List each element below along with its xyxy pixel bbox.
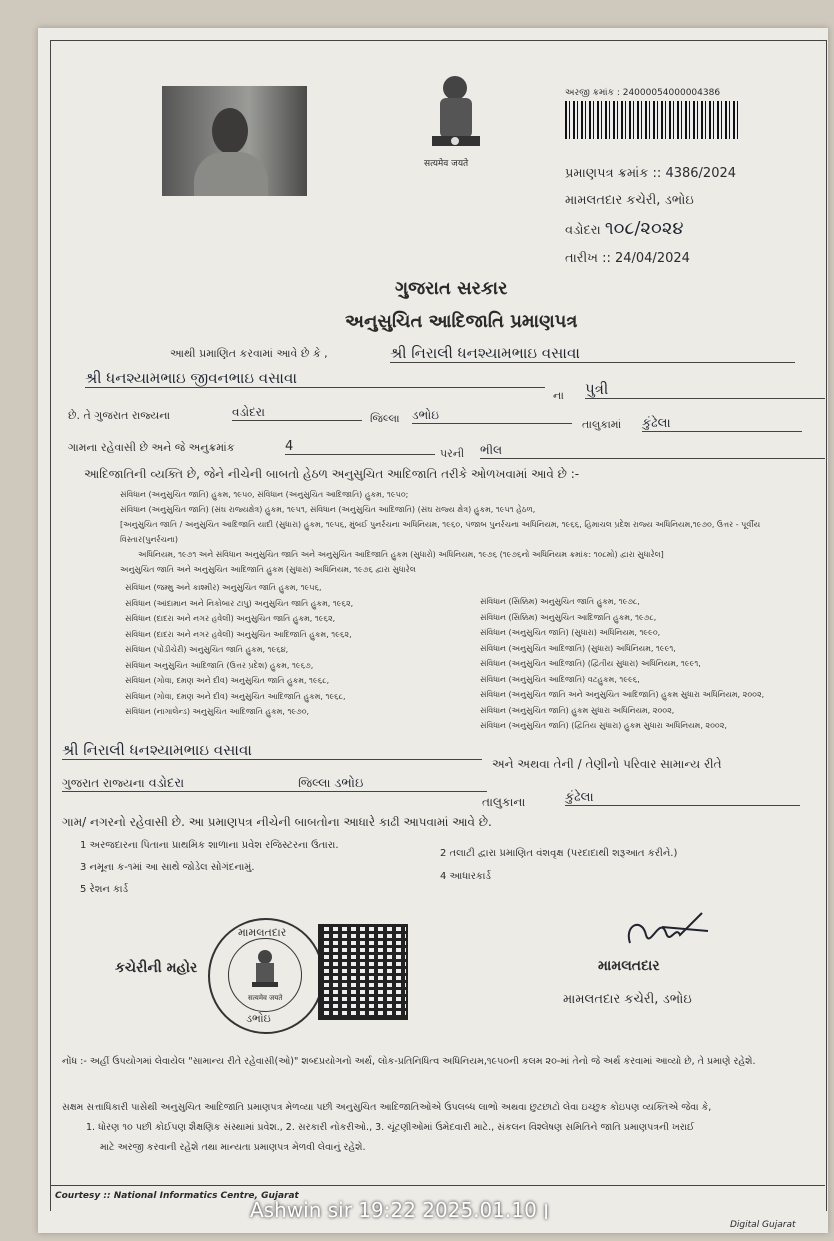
taluka-label: તાલુકામાં (582, 418, 622, 431)
taluka-value: ડભોઇ (412, 408, 572, 424)
document-item: 4 આધારકાર્ડ (440, 871, 491, 882)
recognition-text: આદિજાતિની વ્યક્તિ છે, જેને નીચેની બાબતો હેઠળ અનુસુચિત આદિજાતિ તરીકે ઓળખવામાં આવે છે :- (84, 467, 580, 481)
barcode (565, 101, 740, 139)
note-residence-definition: નોંધ :- અહીં ઉપયોગમાં લેવાયેલ "સામાન્ય રીતે રહેવાસી(ઓ)" શબ્દપ્રયોગનો અર્થ, લોક-પ્રતિનિધિત્વ અધિનિયમ,૧૯૫૦ની કલમ ૨૦-માં તેનો જે અર્થ કરવામાં આવ્યો છે, તે પ્રમાણે રહેશે. (62, 1056, 756, 1067)
footer-rule (50, 1185, 825, 1186)
application-number: અરજી ક્રમાંક : 24000054000004386 (565, 88, 721, 98)
act-item: સંવિધાન (અનુસુચિત આદિજાતિ) (સુધારા) અધિનિયમ, ૧૯૯૧, (480, 643, 676, 653)
issuing-office-line: મામલતદાર કચેરી, ડભોઇ (565, 193, 694, 208)
certificate-number: પ્રમાણપત્ર ક્રમાંક :: 4386/2024 (565, 166, 737, 181)
office-seal-label: કચેરીની મહોર (115, 960, 198, 976)
district-label: જિલ્લા (370, 412, 400, 425)
act-item: સંવિધાન (સિક્કિમ) અનુસુચિત આદિજાતિ હુકમ, ૧૯૭૮, (480, 612, 657, 622)
basis-text: ગામ/ નગરનો રહેવાસી છે. આ પ્રમાણપત્ર નીચેની બાબતોના આધારે કાઢી આપવામાં આવે છે. (62, 815, 492, 829)
document-item: 5 રેશન કાર્ડ (80, 884, 129, 895)
act-item: સંવિધાન (અનુસુચિત આદિજાતિ) (દ્વિતીય સુધારા) અધિનિયમ, ૧૯૯૧, (480, 659, 701, 668)
act-item: સંવિધાન (અનુસુચિત આદિજાતિ) વટહુકમ, ૧૯૯૬, (480, 674, 640, 684)
act-item: સંવિધાન અનુસુચિત આદિજાતિ (ઉત્તર પ્રદેશ) હુકમ, ૧૯૬૭, (125, 660, 314, 670)
intro-text: આથી પ્રમાણિત કરવામાં આવે છે કે , (170, 347, 328, 360)
seal-emblem-icon (248, 948, 282, 994)
person-name: શ્રી નિરાલી ધનશ્યામભાઇ વસાવા (390, 344, 795, 363)
act-line: સંવિધાન (અનુસુચિત જાતિ) હુકમ, ૧૯૫૦, સંવિધાન (અનુસુચિત આદિજાતિ) હુકમ, ૧૯૫૦; (120, 490, 409, 499)
verification-qr-code (318, 924, 408, 1020)
state-text: છે. તે ગુજરાત રાજ્યના (68, 409, 171, 422)
act-item: સંવિધાન (અનુસુચિત જાતિ) હુકમ સુધારા અધિનિયમ, ૨૦૦૨, (480, 705, 675, 715)
residence-village: કુંઢેલા (565, 790, 800, 806)
note-uses: 1. ધોરણ ૧૦ પછી કોઈપણ શૈક્ષણિક સંસ્થામાં પ્રવેશ., 2. સરકારી નોકરીઓ., 3. ચૂંટણીઓમાં ઉમેદવારી માટે., સંકલન વિશ્લેષણ સમિતિને જાતિ પ્રમાણપત્રની ખરાઈ (86, 1122, 695, 1133)
act-item: સંવિધાન (સિક્કિમ) અનુસુચિત જાતિ હુકમ, ૧૯૭૮, (480, 597, 640, 606)
officer-signature (622, 905, 712, 960)
act-item: સંવિધાન (અનુસુચિત જાતિ) (સુધારા) અધિનિયમ, ૧૯૯૦, (480, 628, 661, 637)
national-emblem-icon (418, 70, 493, 170)
act-item: સંવિધાન (આંદામાન અને નિકોબાર ટાપુ) અનુસુચિત જાતિ હુકમ, ૧૯૬૨, (125, 598, 354, 608)
acts-left-column (125, 580, 470, 720)
village-value: કુંઢેલા (642, 416, 802, 432)
district-value: વડોદરા (232, 405, 362, 421)
government-title: ગુજરાત સરકાર (395, 278, 508, 299)
act-item: સંવિધાન (પોંડીચેરી) અનુસુચિત જાતિ હુકમ, ૧૯૬૪, (125, 645, 289, 654)
act-line: અનુસુચિત જાતિ અને અનુસુચિત આદિજાતિ હુકમ (સુધારા) અધિનિયમ, ૧૯૭૬ દ્વારા સુધારેલ (120, 565, 416, 574)
residence-taluka-label: તાલુકાના (482, 795, 526, 809)
act-item: સંવિધાન (અનુસુચિત જાતિ અને અનુસુચિત આદિજાતિ) હુકમ સુધારા અધિનિયમ, ૨૦૦૨, (480, 690, 765, 699)
act-line: [અનુસુચિત જાતિ / અનુસુચિત આદિજાતિ યાદી (સુધારા) હુકમ, ૧૯૫૬, મુંબઈ પુનર્રચના અધિનિયમ, ૧૯૬૦, પંજાબ પુનર્રચના અધિનિયમ, ૧૯૬૬, હિમાચલ પ્રદેશ રાજ્ય અધિનિયમ,૧૯૭૦, ઉત્તર - પૂર્વીય વિસ્તાર(પુનર્રચના) (120, 520, 761, 544)
certificate-title: અનુસુચિત આદિજાતિ પ્રમાણપત્ર (345, 311, 578, 332)
act-item: સંવિધાન (દાદરા અને નગર હવેલી) અનુસુચિત જાતિ હુકમ, ૧૯૬૨, (125, 614, 336, 623)
issue-date: તારીખ :: 24/04/2024 (565, 251, 690, 266)
photo-watermark: Ashwin sir ׀ 2025.01.10 19:22 (250, 1198, 550, 1222)
note-verification: માટે અરજી કરવાની રહેશે તથા માન્યતા પ્રમાણપત્ર મેળવી લેવાનું રહેશે. (100, 1142, 366, 1153)
relation: પુત્રી (585, 380, 825, 399)
of-label: ના (553, 389, 564, 402)
courtesy-text: Courtesy :: National Informatics Centre, Gujarat (55, 1191, 299, 1201)
residence-person-name: શ્રી નિરાલી ધનશ્યામભાઇ વસાવા (62, 741, 482, 760)
caste-value: ભીલ (480, 443, 825, 459)
acts-right-column (480, 594, 810, 734)
office-seal-stamp: મામલતદાર सत्यमेव जयते ડભોઇ (208, 918, 324, 1034)
signatory-designation: મામલતદાર (598, 958, 660, 974)
caste-label: પરની (440, 447, 465, 460)
residence-state: ગુજરાત રાજ્યના વડોદરા જિલ્લા ડભોઇ (62, 776, 487, 792)
document-item: 1 અરજદારના પિતાના પ્રાથમિક શાળાના પ્રવેશ રજિસ્ટરના ઉતારા. (80, 840, 339, 851)
signatory-office: મામલતદાર કચેરી, ડભોઇ (563, 992, 692, 1007)
act-item: સંવિધાન (અનુસુચિત જાતિ) (દ્વિતિય સુધારા) હુકમ સુધારા અધિનિયમ, ૨૦૦૨, (480, 721, 727, 730)
act-item: સંવિધાન (ગોવા, દમણ અને દીવ) અનુસુચિત આદિજાતિ હુકમ, ૧૯૬૮, (125, 691, 346, 701)
document-item: 2 તલાટી દ્વારા પ્રમાણિત વંશવૃક્ષ (પરદાદાથી શરૂઆત કરીને.) (440, 848, 678, 859)
digital-gujarat-label: Digital Gujarat (730, 1220, 796, 1230)
serial-number: 4 (285, 439, 435, 455)
father-name: શ્રી ધનશ્યામભાઇ જીવનભાઇ વસાવા (85, 369, 545, 388)
act-line: અધિનિયમ, ૧૯૭૧ અને સંવિધાન અનુસુચિત જાતિ અને અનુસુચિત આદિજાતિ હુકમ (સુધારો) અધિનિયમ, ૧૯૭૬ (૧૯૭૬નો અધિનિયમ ક્રમાંક: ૧૦૮મો) દ્વારા સુધારેલ] (138, 550, 664, 559)
document-item: 3 નમૂના ક-૧માં આ સાથે જોડેલ સોગંદનામું. (80, 862, 255, 873)
and-family-text: અને અથવા તેની / તેણીનો પરિવાર સામાન્ય રીતે (492, 757, 722, 771)
act-line: સંવિધાન (અનુસુચિત જાતિ) (સંઘ રાજ્યક્ષેત્ર) હુકમ, ૧૯૫૧, સંવિધાન (અનુસુચિત આદિજાતિ) (સંઘ રાજ્ય ક્ષેત્ર) હુકમ, ૧૯૫૧ હેઠળ, (120, 505, 536, 514)
act-item: સંવિધાન (જમ્મુ અને કાશ્મીર) અનુસુચિત જાતિ હુકમ, ૧૯૫૬, (125, 583, 322, 592)
emblem-motto: सत्यमेव जयते (424, 159, 469, 169)
act-item: સંવિધાન (દાદરા અને નગર હવેલી) અનુસુચિત આદિજાતિ હુકમ, ૧૯૬૨, (125, 629, 352, 639)
applicant-photo (162, 86, 307, 196)
act-item: સંવિધાન (ગોવા, દમણ અને દીવ) અનુસુચિત જાતિ હુકમ, ૧૯૬૮, (125, 676, 330, 685)
acts-paragraph (120, 487, 800, 577)
act-item: સંવિધાન (નાગાલેન્ડ) અનુસુચિત આદિજાતિ હુકમ, ૧૯૭૦, (125, 707, 310, 716)
reference-line: વડોદરા ૧૦૮/૨૦૨૪ (565, 218, 684, 239)
resident-text: ગામના રહેવાસી છે અને જે અનુક્રમાંક (68, 441, 235, 454)
note-benefits: સક્ષમ સત્તાધિકારી પાસેથી અનુસુચિત આદિજાતિ પ્રમાણપત્ર મેળવ્યા પછી અનુસુચિત આદિજાતિઓએ ઉપલબ્ધ લાભો અથવા છુટછાટો લેવા ઇચ્છુક કોઇપણ વ્યક્તિએ જેવા કે, (62, 1102, 712, 1113)
